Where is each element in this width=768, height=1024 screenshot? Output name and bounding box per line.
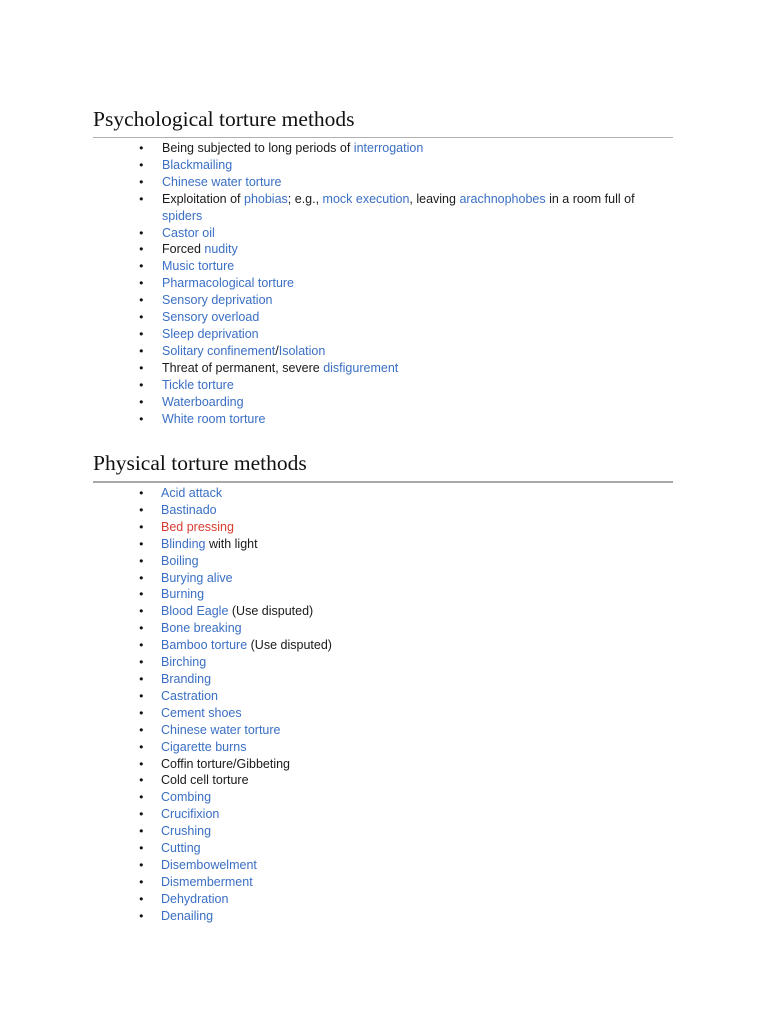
list-item xyxy=(93,225,673,242)
list-item xyxy=(93,502,673,519)
item-link[interactable]: Cutting xyxy=(161,841,201,856)
list-item xyxy=(93,377,673,394)
list-item xyxy=(93,411,673,428)
list-item xyxy=(93,671,673,688)
item-link[interactable]: Chinese water torture xyxy=(162,174,282,189)
item-link[interactable]: spiders xyxy=(162,208,203,223)
list-item xyxy=(93,857,673,874)
list-item xyxy=(93,309,673,326)
item-link[interactable]: Branding xyxy=(161,671,212,686)
item-link[interactable]: Solitary confinement xyxy=(162,343,276,358)
list-item xyxy=(93,789,673,806)
physical-section xyxy=(93,450,673,925)
physical-methods-list xyxy=(93,485,673,925)
list-item xyxy=(93,772,673,789)
item-link[interactable]: Boiling xyxy=(161,553,199,568)
item-link[interactable]: Birching xyxy=(161,655,207,670)
item-link[interactable]: phobias xyxy=(244,191,288,206)
list-item xyxy=(93,688,673,705)
item-link[interactable]: Blinding xyxy=(161,536,206,551)
item-text: (Use disputed) xyxy=(247,638,332,653)
item-link[interactable]: Crucifixion xyxy=(161,807,220,822)
list-item xyxy=(93,891,673,908)
section-heading: Physical torture methods xyxy=(93,450,673,483)
list-item xyxy=(93,722,673,739)
item-link[interactable]: Acid attack xyxy=(161,486,223,500)
item-link[interactable]: White room torture xyxy=(162,411,266,426)
item-text: Threat of permanent, severe xyxy=(162,360,324,375)
item-link[interactable]: Bone breaking xyxy=(161,621,242,636)
list-item xyxy=(93,326,673,343)
list-item xyxy=(93,174,673,191)
list-item xyxy=(93,739,673,756)
psychological-methods-list xyxy=(93,140,673,427)
list-item xyxy=(93,840,673,857)
item-text: Forced xyxy=(162,242,205,257)
item-link[interactable]: nudity xyxy=(204,242,238,257)
item-link[interactable]: Crushing xyxy=(161,824,212,839)
item-link[interactable]: Blood Eagle xyxy=(161,604,229,619)
list-item xyxy=(93,806,673,823)
list-item xyxy=(93,394,673,411)
item-link[interactable]: Denailing xyxy=(161,908,214,923)
list-item xyxy=(93,292,673,309)
list-item xyxy=(93,756,673,773)
list-item xyxy=(93,157,673,174)
item-link[interactable]: Cigarette burns xyxy=(161,739,247,754)
item-link[interactable]: Castration xyxy=(161,688,218,703)
list-item xyxy=(93,343,673,360)
list-item xyxy=(93,603,673,620)
list-item xyxy=(93,360,673,377)
item-link[interactable]: arachnophobes xyxy=(459,191,546,206)
list-item xyxy=(93,586,673,603)
item-link[interactable]: Isolation xyxy=(278,343,326,358)
list-item xyxy=(93,536,673,553)
item-link[interactable]: Burning xyxy=(161,587,205,602)
item-link[interactable]: Castor oil xyxy=(162,225,215,240)
item-link[interactable]: Sensory deprivation xyxy=(162,293,273,308)
item-link[interactable]: Tickle torture xyxy=(162,377,234,392)
item-text: Being subjected to long periods of xyxy=(162,141,354,155)
list-item xyxy=(93,553,673,570)
item-link[interactable]: Bed pressing xyxy=(161,519,234,534)
item-link[interactable]: Dismemberment xyxy=(161,874,253,889)
list-item xyxy=(93,874,673,891)
item-link[interactable]: Sleep deprivation xyxy=(162,326,259,341)
list-item xyxy=(93,519,673,536)
item-link[interactable]: Waterboarding xyxy=(162,394,244,409)
list-item xyxy=(93,140,673,157)
item-text: ; e.g., xyxy=(287,191,323,206)
list-item xyxy=(93,275,673,292)
item-link[interactable]: Burying alive xyxy=(161,570,233,585)
list-item xyxy=(93,908,673,925)
list-item xyxy=(93,191,673,225)
list-item xyxy=(93,485,673,502)
item-link[interactable]: interrogation xyxy=(353,141,424,155)
item-text: (Use disputed) xyxy=(228,604,314,619)
list-item xyxy=(93,823,673,840)
item-link[interactable]: Chinese water torture xyxy=(161,722,281,737)
item-link[interactable]: Bastinado xyxy=(161,502,217,517)
list-item xyxy=(93,258,673,275)
item-link[interactable]: mock execution xyxy=(322,191,410,206)
item-text: with light xyxy=(205,536,258,551)
item-text: , leaving xyxy=(409,191,460,206)
item-link[interactable]: Cement shoes xyxy=(161,705,242,720)
list-item xyxy=(93,570,673,587)
list-item xyxy=(93,637,673,654)
list-item xyxy=(93,705,673,722)
item-link[interactable]: Combing xyxy=(161,790,212,805)
item-link[interactable]: Bamboo torture xyxy=(161,638,248,653)
item-text: Cold cell torture xyxy=(161,773,249,788)
item-link[interactable]: Blackmailing xyxy=(162,157,233,172)
item-text: / xyxy=(275,343,279,358)
item-link[interactable]: disfigurement xyxy=(323,360,399,375)
item-link[interactable]: Sensory overload xyxy=(162,310,260,325)
section-heading: Psychological torture methods xyxy=(93,106,673,138)
psychological-section xyxy=(93,106,673,427)
item-link[interactable]: Dehydration xyxy=(161,891,229,906)
item-link[interactable]: Pharmacological torture xyxy=(162,276,295,291)
item-text: Coffin torture/Gibbeting xyxy=(161,756,291,771)
item-link[interactable]: Disembowelment xyxy=(161,857,257,872)
list-item xyxy=(93,241,673,258)
item-text: Exploitation of xyxy=(162,191,244,206)
list-item xyxy=(93,620,673,637)
item-link[interactable]: Music torture xyxy=(162,259,235,274)
list-item xyxy=(93,654,673,671)
item-text: in a room full of xyxy=(545,191,639,206)
